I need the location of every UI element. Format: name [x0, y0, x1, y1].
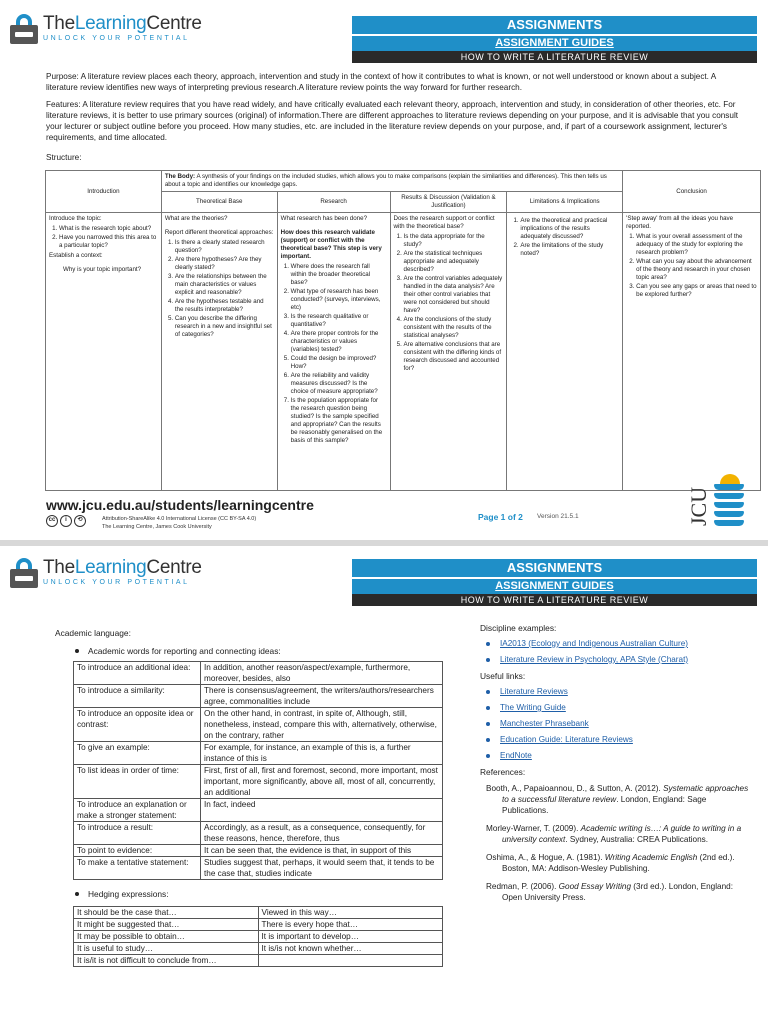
hedging-table	[73, 906, 443, 967]
useful-link-item[interactable]	[486, 735, 755, 744]
license-text: Attribution-ShareAlike 4.0 International License (CC BY-SA 4.0) The Learning Centre, James Cook University	[102, 516, 257, 530]
results-cell: Does the research support or conflict with the theoretical base? 1. Is the data appropriate for the study? 2. Are the statistical techniques appropriate and adequately described? 3. Are the control variables adequately handled in the data analysis? Are their other control variables that were not considered but should have? 4. Are the conclusions of the study consistent with the results of the statistical analyses? 5. Are alternative conclusions that are consistent with the differing kinds of research discussed and accounted for?	[390, 213, 507, 491]
useful-link-item[interactable]	[486, 719, 755, 728]
useful-links-heading: Useful links:	[480, 671, 526, 681]
table-row: To list ideas in order of time: First, first of all, first and foremost, second, more important, most important, more significantly, above all, most of all, concurrently, an additional	[74, 765, 443, 799]
table-row: To introduce an additional idea: In addition, another reason/aspect/example, furthermore, moreover, besides, also	[74, 662, 443, 685]
logo-text-learning: Learning	[74, 13, 147, 34]
theoretical-base-header: Theoretical Base	[161, 192, 277, 213]
intro-header: Introduction	[46, 171, 162, 213]
cc-license-icons	[46, 515, 88, 527]
logo-text-centre: Centre	[146, 13, 202, 34]
reference-item: Oshima, A., & Hogue, A. (1981). Writing Academic English (2nd ed.). Boston, MA: Addison-Wesley Publishing.	[486, 853, 735, 873]
banner-assignment-guides[interactable]: ASSIGNMENT GUIDES	[352, 579, 757, 594]
useful-link[interactable]: EndNote	[500, 751, 532, 760]
discipline-link[interactable]: IA2013 (Ecology and Indigenous Australian Culture)	[500, 639, 688, 648]
logo-text-the: The	[43, 13, 75, 34]
version-label: Version 21.5.1	[537, 513, 579, 520]
conclusion-cell: 'Step away' from all the ideas you have reported. 1. What is your overall assessment of the adequacy of the study for exploring the research problem? 2. What can you say about the advancement of the theory and research in your chosen topic area? 3. Can you see any gaps or areas that need to be explored further?	[623, 213, 761, 491]
padlock-icon	[10, 558, 38, 588]
learning-centre-logo-2: TheLearningCentre UNLOCK YOUR POTENTIAL	[10, 558, 202, 588]
academic-language-heading: Academic language:	[55, 628, 131, 638]
page-2	[0, 546, 768, 1024]
useful-link[interactable]: The Writing Guide	[500, 703, 566, 712]
intro-cell: Introduce the topic: 1. What is the research topic about? 2. Have you narrowed this this area to a particular topic? Establish a context: Why is your topic important?	[46, 213, 162, 491]
header-banner	[352, 16, 757, 63]
table-row: To give an example: For example, for instance, an example of this is, a further instance of this is	[74, 742, 443, 765]
banner-assignments: ASSIGNMENTS	[352, 559, 757, 577]
right-column	[480, 623, 755, 910]
table-row: It is/it is not difficult to conclude from…	[74, 955, 443, 967]
reporting-bullet: Academic words for reporting and connecting ideas:	[75, 646, 445, 656]
table-row: It is useful to study… It is/is not known whether…	[74, 943, 443, 955]
reference-item: Redman, P. (2006). Good Essay Writing (3rd ed.). London, England: Open University Press.	[486, 882, 733, 902]
by-icon: i	[60, 515, 72, 527]
header-banner-2	[352, 559, 757, 606]
conclusion-header: Conclusion	[623, 171, 761, 213]
table-row: It might be suggested that… There is every hope that…	[74, 919, 443, 931]
theoretical-cell: What are the theories? Report different theoretical approaches: 1. Is there a clearly stated research question? 2. Are there hypotheses? Are they clearly stated? 3. Are the relationships between the main characteristics or values explicit and reasonable? 4. Are the hypotheses testable and the results interpretable? 5. Can you describe the differing research in a new and insightful set of categories?	[161, 213, 277, 491]
reference-item: Booth, A., Papaioannou, D., & Sutton, A. (2012). Systematic approaches to a successful literature review. London, England: Sage Publications.	[486, 784, 749, 815]
waves-icon	[714, 484, 744, 532]
features-paragraph: Features: A literature review requires that you have read widely, and have critically evaluated each relevant theory, approach, intervention and study, in consideration of other theories, etc. For literature reviews, it is better to use primary sources (original) of information.There are different approaches to literature reviews depending on your purpose, and it is advisable that you consult your lecturer or subject outline before you proceed. How many studies, etc. are included in the literature review depends on your purpose, and, if part of a coursework assignment, lecturer's requirements, and time allocated.	[46, 100, 739, 142]
discipline-link-item[interactable]	[486, 655, 755, 664]
logo-tagline: UNLOCK YOUR POTENTIAL	[43, 35, 190, 42]
footer-url[interactable]: www.jcu.edu.au/students/learningcentre	[46, 497, 314, 513]
useful-link[interactable]: Education Guide: Literature Reviews	[500, 735, 633, 744]
limitations-cell: 1. Are the theoretical and practical implications of the results adequately discussed? 2. Are the limitations of the study noted?	[507, 213, 623, 491]
useful-link[interactable]: Literature Reviews	[500, 687, 568, 696]
discipline-heading: Discipline examples:	[480, 623, 557, 633]
structure-table	[45, 170, 761, 491]
results-header: Results & Discussion (Validation & Justification)	[390, 192, 507, 213]
reference-item: Morley-Warner, T. (2009). Academic writing is…: A guide to writing in a university context. Sydney, Australia: CREA Publications.	[486, 824, 742, 844]
table-row: To introduce a result: Accordingly, as a result, as a consequence, consequently, for these reasons, hence, therefore, thus	[74, 822, 443, 845]
banner-title: HOW TO WRITE A LITERATURE REVIEW	[352, 51, 757, 63]
useful-link-item[interactable]	[486, 751, 755, 760]
discipline-link[interactable]: Literature Review in Psychology, APA Style (Charat)	[500, 655, 689, 664]
references-heading: References:	[480, 767, 526, 777]
table-row: It may be possible to obtain… It is important to develop…	[74, 931, 443, 943]
academic-words-table	[73, 661, 443, 880]
table-row: To introduce a similarity: There is consensus/agreement, the writers/authors/researchers agree, commonalities include	[74, 685, 443, 708]
research-header: Research	[277, 192, 390, 213]
limitations-header: Limitations & Implications	[507, 192, 623, 213]
table-row: It should be the case that… Viewed in this way…	[74, 907, 443, 919]
research-cell: What research has been done? How does this research validate (support) or conflict with the theoretical base? This step is very important. 1. Where does the research fall within the broader theoretical base? 2. What type of research has been conducted? (surveys, interviews, etc) 3. Is the research qualitative or quantitative? 4. Are there proper controls for the characteristics or values (variables) tested? 5. Could the design be improved? How? 6. Are the reliability and validity measures discussed? Is the choice of measure appropriate? 7. Is the population appropriate for the research question being studied? Is the sample specified and appropriate? Can the results be reasonably generalised on the basis of this sample?	[277, 213, 390, 491]
jcu-logo-text: JCU	[686, 486, 711, 526]
structure-label: Structure:	[46, 153, 82, 162]
table-row: To introduce an opposite idea or contrast: On the other hand, in contrast, in spite of, Although, still, nonetheless, instead, compare this with, alternatively, otherwise, on the contrary, rather	[74, 708, 443, 742]
left-column	[55, 628, 445, 967]
useful-link-item[interactable]	[486, 703, 755, 712]
table-row: To point to evidence: It can be seen that, the evidence is that, in support of this	[74, 845, 443, 857]
padlock-icon	[10, 14, 38, 44]
jcu-logo	[686, 478, 746, 534]
body-header: The Body: A synthesis of your findings on the included studies, which allows you to make comparisons (explain the similarities and differences). This then tells us about a topic and identifies our knowledge gaps.	[161, 171, 622, 192]
page-number: Page 1 of 2	[478, 512, 523, 522]
hedging-bullet: Hedging expressions:	[75, 889, 445, 899]
banner-title: HOW TO WRITE A LITERATURE REVIEW	[352, 594, 757, 606]
table-row: To make a tentative statement: Studies suggest that, perhaps, it would seem that, it tends to be the case that, studies indicate	[74, 857, 443, 880]
learning-centre-logo	[10, 14, 202, 44]
purpose-paragraph: Purpose: A literature review places each theory, approach, intervention and study in the context of how it contributes to what is known, or not well understood or known about a subject. A literature review identifies new ways of interpreting previous research.A literature review points the way forward for further research.	[46, 72, 716, 92]
sa-icon: ⟲	[74, 515, 86, 527]
useful-link-item[interactable]	[486, 687, 755, 696]
table-row: To introduce an explanation or make a stronger statement: In fact, indeed	[74, 799, 443, 822]
cc-icon: cc	[46, 515, 58, 527]
useful-link[interactable]: Manchester Phrasebank	[500, 719, 589, 728]
banner-assignment-guides[interactable]: ASSIGNMENT GUIDES	[352, 36, 757, 51]
discipline-link-item[interactable]	[486, 639, 755, 648]
banner-assignments: ASSIGNMENTS	[352, 16, 757, 34]
